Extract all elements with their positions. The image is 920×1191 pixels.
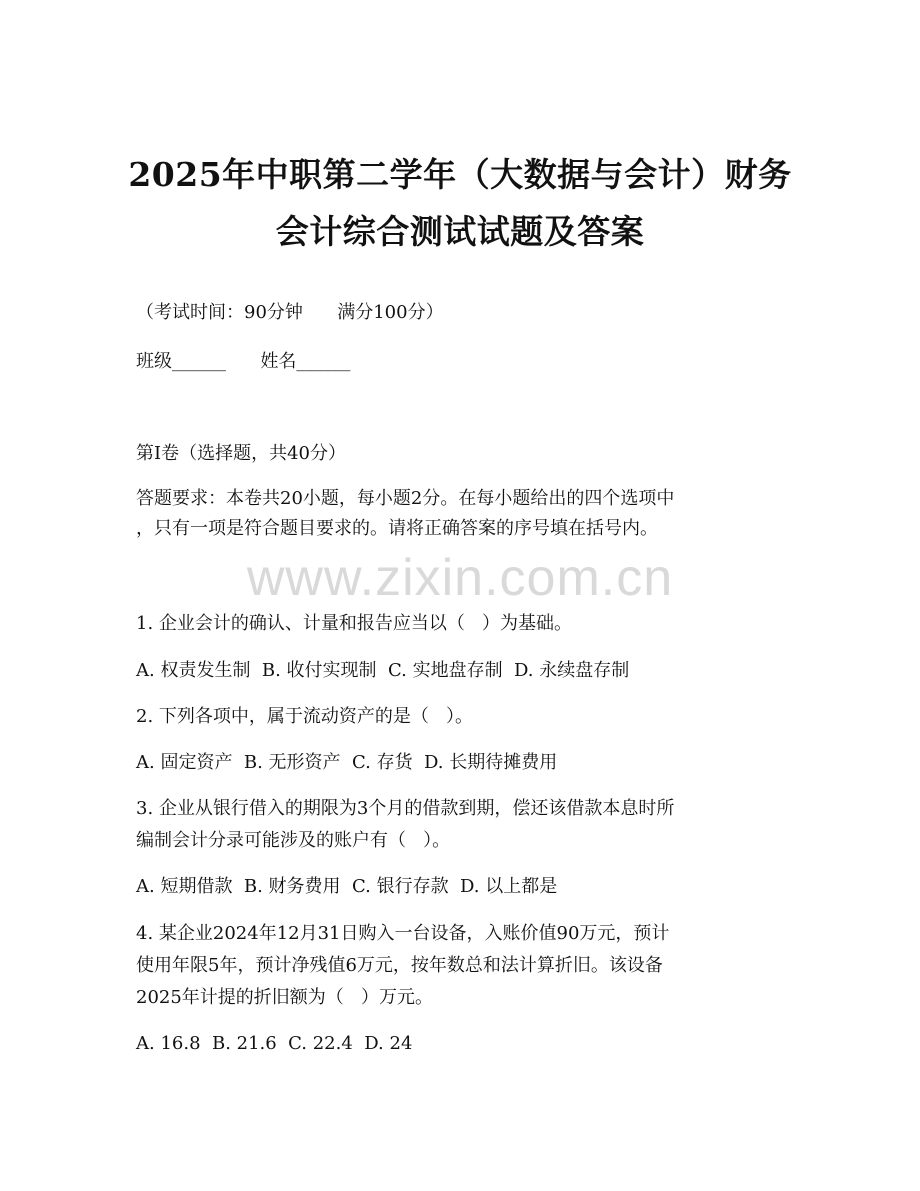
question-4-stem-line-3: 2025年计提的折旧额为（ ）万元。 (136, 987, 433, 1008)
question-4-stem-line-2: 使用年限5年，预计净残值6万元，按年数总和法计算折旧。该设备 (136, 955, 663, 976)
question-1-options: A. 权责发生制 B. 收付实现制 C. 实地盘存制 D. 永续盘存制 (136, 660, 630, 681)
question-2-options: A. 固定资产 B. 无形资产 C. 存货 D. 长期待摊费用 (136, 752, 558, 773)
watermark: www.zixin.com.cn (246, 549, 674, 607)
exam-info: （考试时间：90分钟 满分100分） (136, 302, 444, 323)
question-1-stem: 1. 企业会计的确认、计量和报告应当以（ ）为基础。 (136, 613, 573, 634)
instructions-line-1: 答题要求：本卷共20小题，每小题2分。在每小题给出的四个选项中 (136, 488, 675, 509)
question-3-stem-line-2: 编制会计分录可能涉及的账户有（ ）。 (136, 830, 451, 851)
instructions-line-2: ，只有一项是符合题目要求的。请将正确答案的序号填在括号内。 (136, 518, 658, 539)
document-title (0, 146, 920, 260)
student-info: 班级______ 姓名______ (136, 351, 351, 372)
title-line-2: 会计综合测试试题及答案 (275, 212, 645, 251)
question-3-stem-line-1: 3. 企业从银行借入的期限为3个月的借款到期，偿还该借款本息时所 (136, 798, 675, 819)
title-line-1: 2025年中职第二学年（大数据与会计）财务 (128, 155, 792, 194)
section-title: 第I卷（选择题，共40分） (136, 443, 347, 464)
question-3-options: A. 短期借款 B. 财务费用 C. 银行存款 D. 以上都是 (136, 876, 558, 897)
question-4-options: A. 16.8 B. 21.6 C. 22.4 D. 24 (136, 1033, 413, 1054)
question-2-stem: 2. 下列各项中，属于流动资产的是（ ）。 (136, 706, 474, 727)
question-4-stem-line-1: 4. 某企业2024年12月31日购入一台设备，入账价值90万元，预计 (136, 923, 670, 944)
